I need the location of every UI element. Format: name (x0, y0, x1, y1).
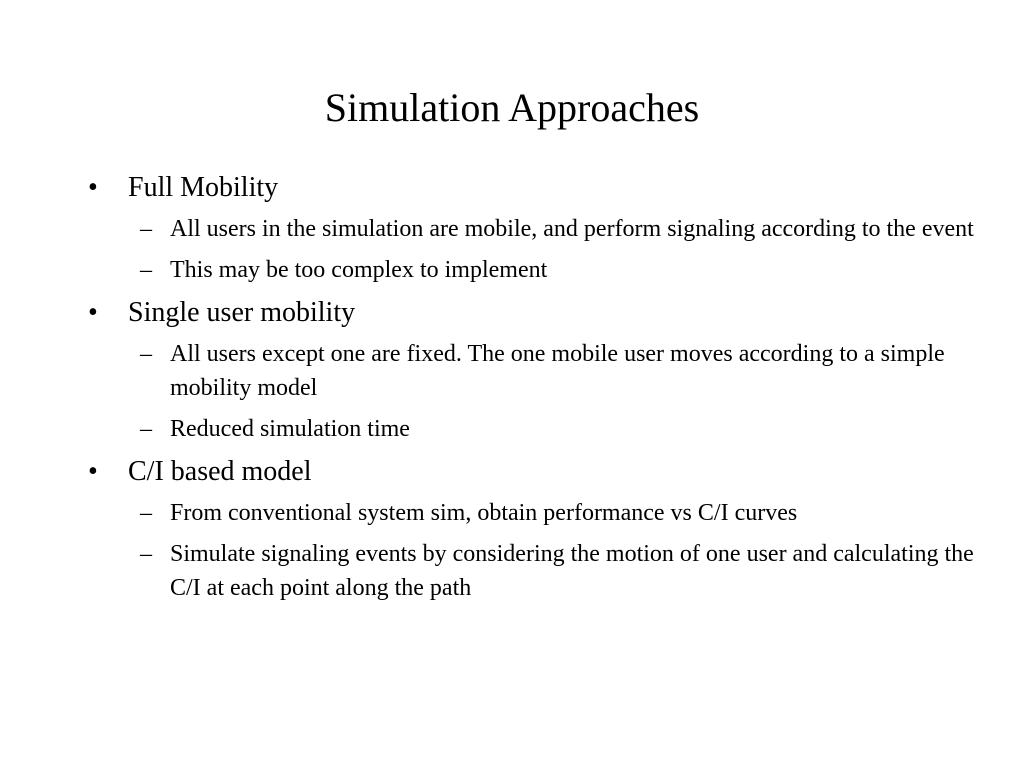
bullet-text: C/I based model (128, 456, 312, 487)
dash-icon: – (140, 257, 152, 283)
sub-bullet-list (85, 496, 990, 605)
dash-icon: – (140, 500, 152, 526)
sub-bullet-text: All users in the simulation are mobile, and perform signaling according to the event (170, 216, 974, 242)
sub-bullet-item (130, 337, 990, 405)
slide-title: Simulation Approaches (324, 85, 700, 130)
bullet-icon: • (88, 456, 98, 487)
sub-bullet-item (130, 537, 990, 605)
dash-icon: – (140, 416, 152, 442)
sub-bullet-text: Simulate signaling events by considering the motion of one user and calculating the C/I at each point along the path (170, 541, 974, 601)
sub-bullet-text: This may be too complex to implement (170, 257, 548, 283)
sub-bullet-item (130, 212, 990, 246)
sub-bullet-text: From conventional system sim, obtain performance vs C/I curves (170, 500, 798, 526)
sub-bullet-text: All users except one are fixed. The one mobile user moves according to a simple mobility model (170, 341, 945, 401)
sub-bullet-text: Reduced simulation time (170, 416, 410, 442)
sub-bullet-list (85, 337, 990, 446)
bullet-text: Single user mobility (128, 297, 356, 328)
bullet-item-single-user-mobility (85, 295, 990, 446)
dash-icon: – (140, 341, 152, 367)
sub-bullet-item (130, 253, 990, 287)
bullet-icon: • (88, 172, 98, 203)
sub-bullet-list (85, 212, 990, 287)
dash-icon: – (140, 216, 152, 242)
bullet-icon: • (88, 297, 98, 328)
bullet-text: Full Mobility (128, 172, 279, 203)
bullet-list (85, 170, 990, 613)
sub-bullet-item (130, 496, 990, 530)
dash-icon: – (140, 541, 152, 567)
bullet-item-ci-based-model (85, 454, 990, 605)
sub-bullet-item (130, 412, 990, 446)
bullet-item-full-mobility (85, 170, 990, 287)
